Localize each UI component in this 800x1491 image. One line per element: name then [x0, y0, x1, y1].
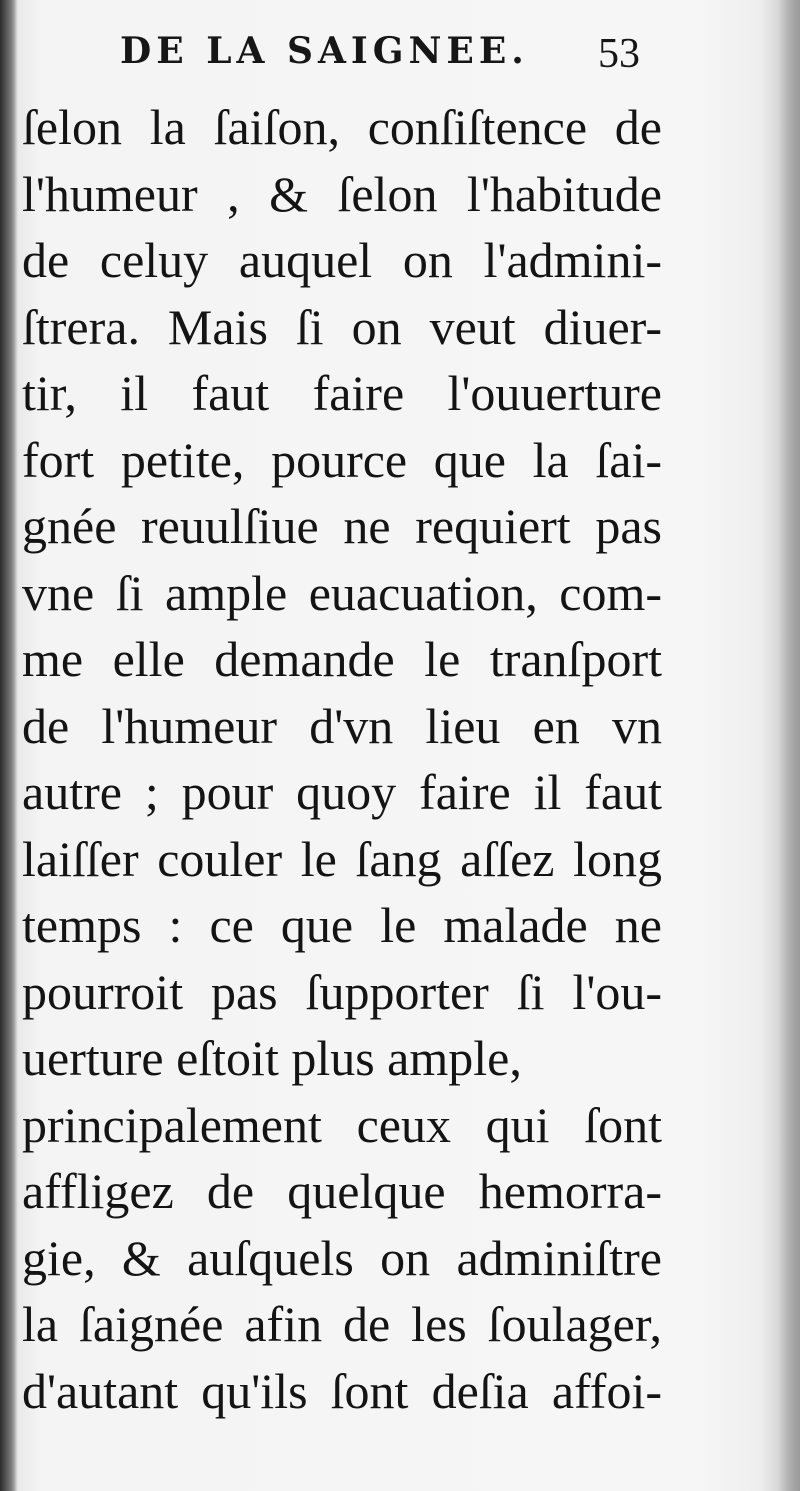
text-line: laiſſer couler le ſang aſſez long	[22, 830, 662, 887]
text-line: ſtrera. Mais ſi on veut diuer-	[22, 298, 662, 355]
text-line: la ſaignée afin de les ſoulager,	[22, 1296, 662, 1352]
text-line: de celuy auquel on l'admini-	[22, 232, 662, 288]
text-line: gie, & auſquels on adminiſtre	[22, 1229, 662, 1286]
running-title: DE LA SAIGNEE.	[120, 30, 529, 72]
text-line: pourroit pas ſupporter ſi l'ou-	[22, 963, 662, 1020]
text-line: de l'humeur d'vn lieu en vn	[22, 697, 662, 754]
text-line: d'autant qu'ils ſont deſia affoi-	[22, 1362, 662, 1419]
text-line: fort petite, pource que la ſai-	[22, 431, 662, 488]
body-text	[22, 94, 662, 1424]
text-line: l'humeur , & ſelon l'habitude	[22, 165, 662, 222]
text-line: affligez de quelque hemorra-	[22, 1163, 662, 1219]
text-line: vne ſi ample euacuation, com-	[22, 564, 662, 621]
text-line: gnée reuulſiue ne requiert pas	[22, 498, 662, 554]
page-number: 53	[598, 31, 640, 77]
text-line: temps : ce que le malade ne	[22, 897, 662, 953]
text-line: uerture eſtoit plus ample,	[22, 1030, 522, 1086]
text-line: autre ; pour quoy faire il faut	[22, 764, 662, 820]
text-line: principalement ceux qui ſont	[22, 1096, 662, 1153]
text-line: tir, il faut faire l'ouuerture	[22, 365, 662, 421]
text-line: ſelon la ſaiſon, conſiſtence de	[22, 99, 662, 155]
text-line: me elle demande le tranſport	[22, 631, 662, 687]
running-head	[0, 26, 800, 86]
